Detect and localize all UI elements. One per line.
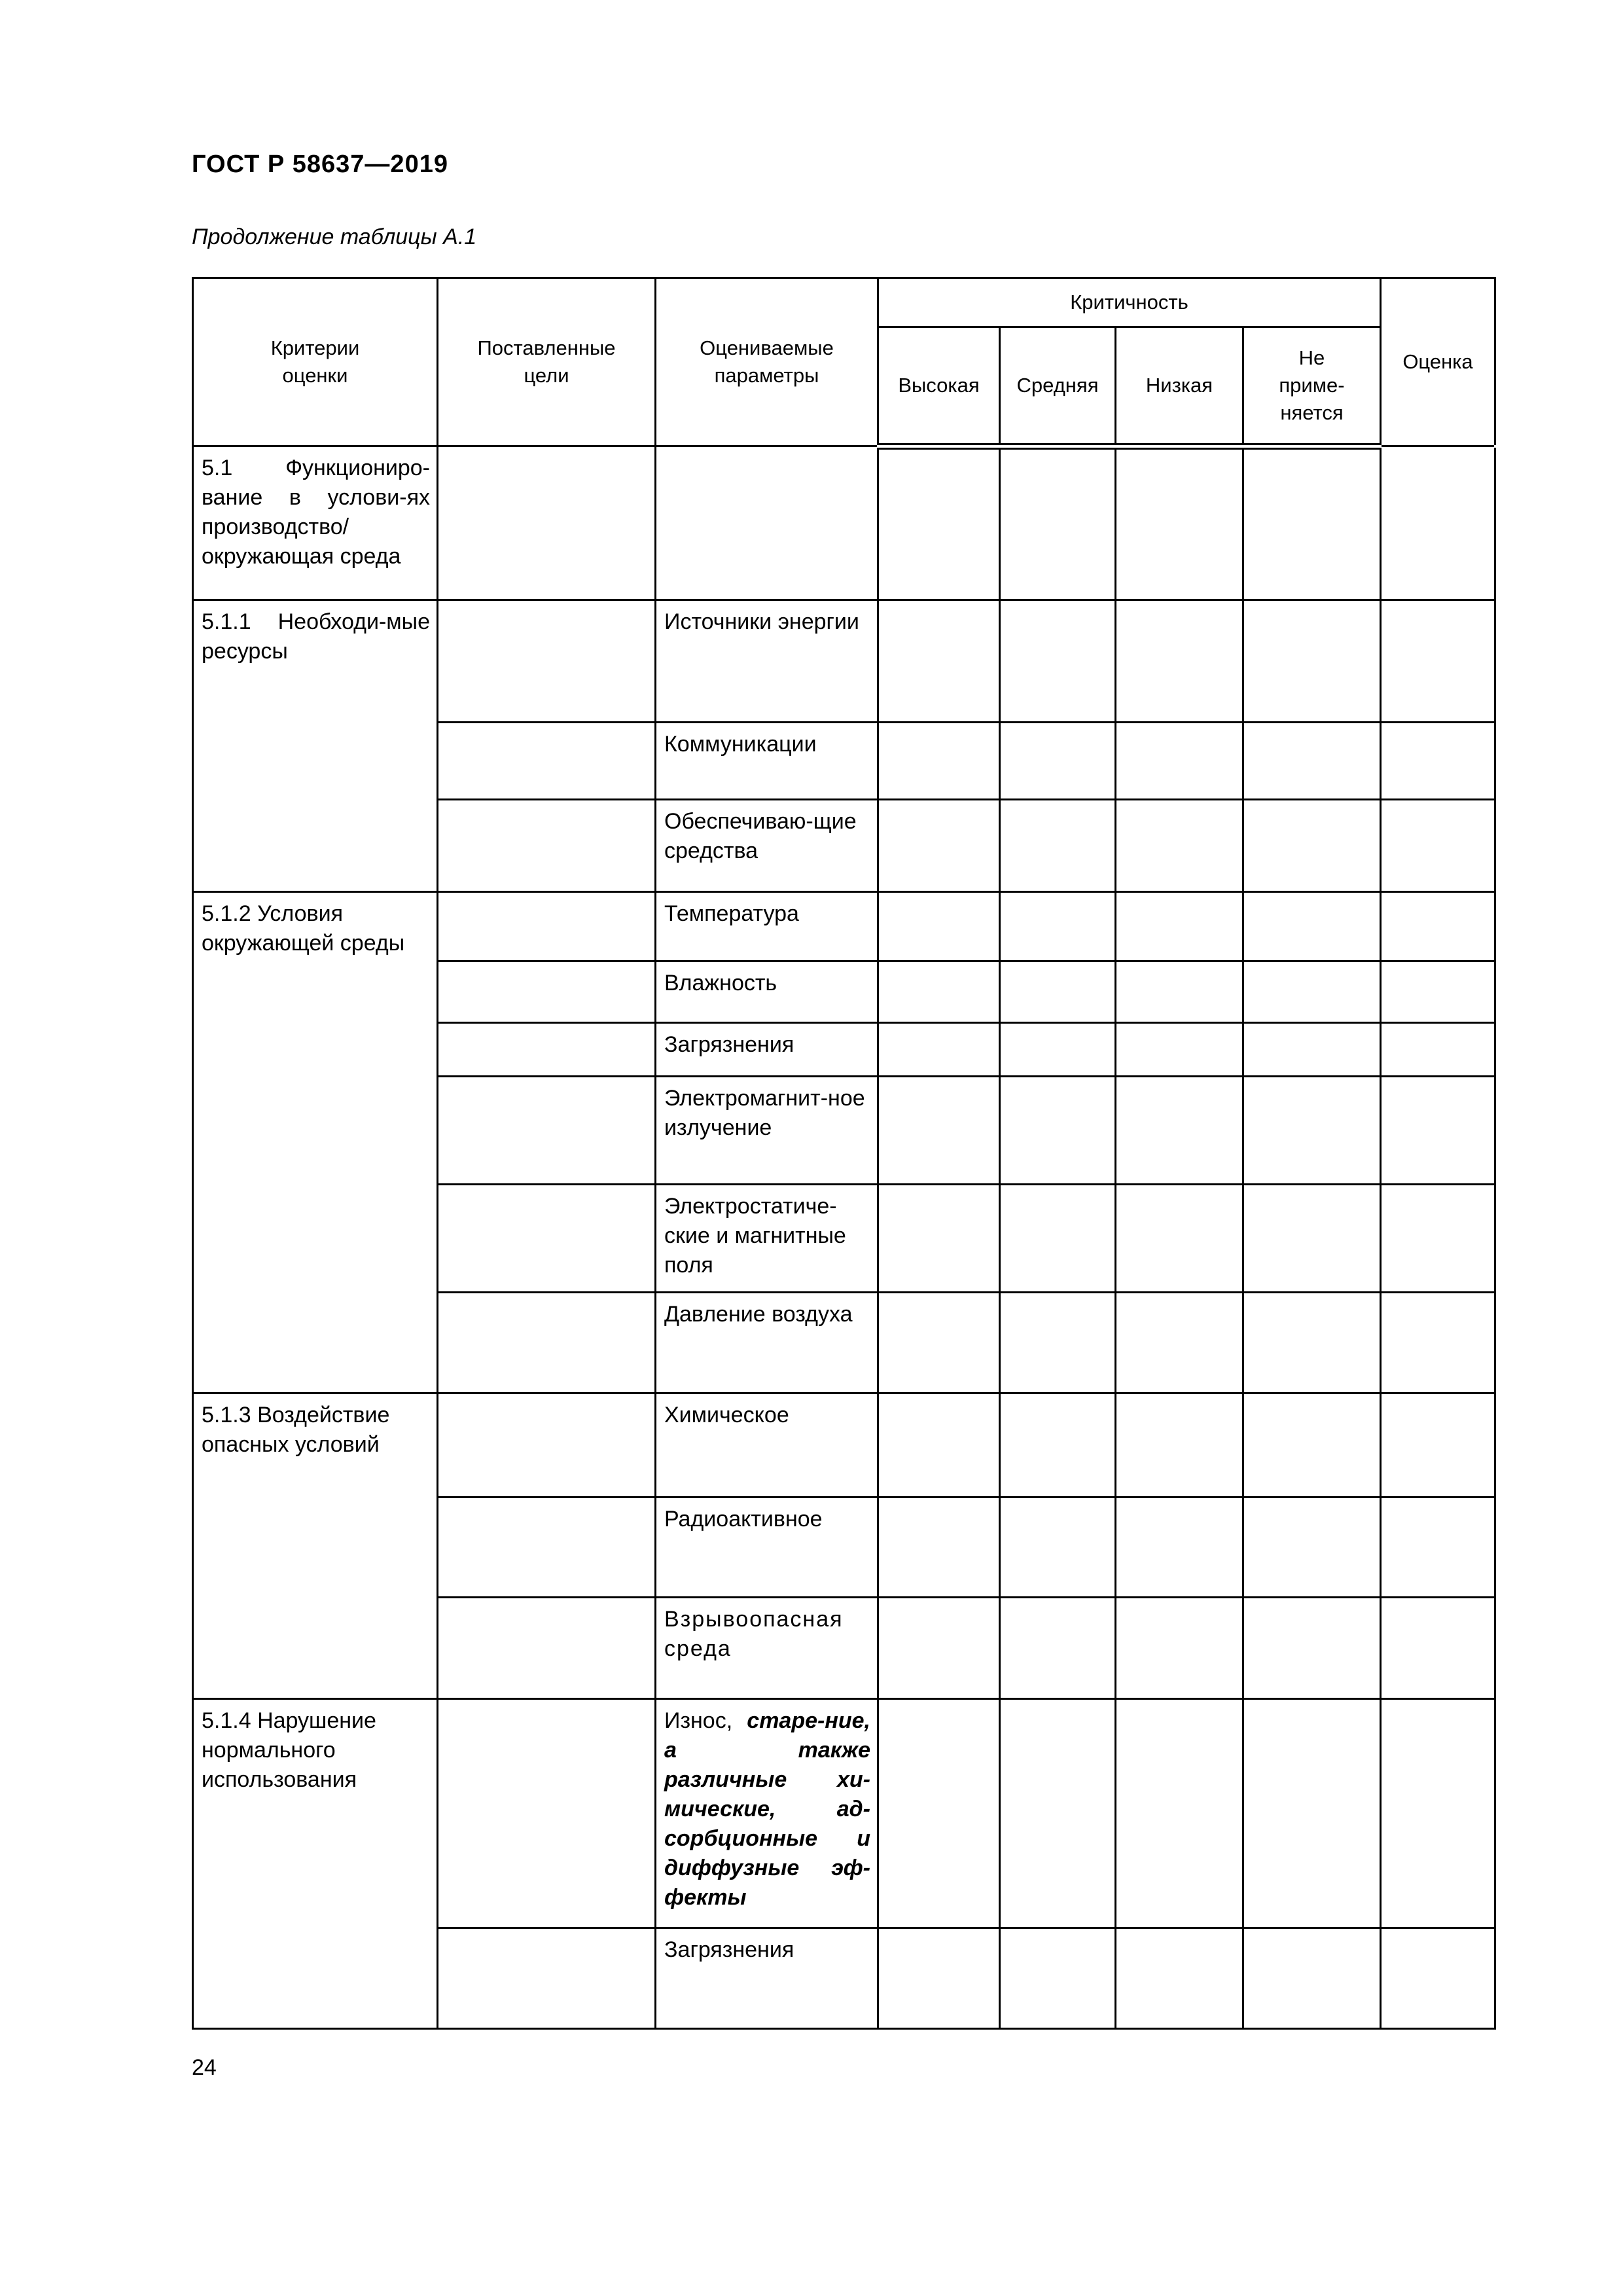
goal-cell xyxy=(438,1077,656,1185)
high-cell xyxy=(878,1185,1000,1293)
medium-cell xyxy=(1000,800,1116,892)
goal-cell xyxy=(438,600,656,723)
high-cell xyxy=(878,600,1000,723)
goal-cell xyxy=(438,1598,656,1699)
not-applicable-cell xyxy=(1243,892,1381,961)
goal-cell xyxy=(438,1498,656,1598)
criterion-cell: 5.1.4 Нарушение нормального использования xyxy=(193,1699,438,2029)
not-applicable-cell xyxy=(1243,1393,1381,1498)
header-criteria: Критерии оценки xyxy=(193,278,438,446)
document-code: ГОСТ Р 58637—2019 xyxy=(192,151,448,178)
not-applicable-cell xyxy=(1243,800,1381,892)
low-cell xyxy=(1116,1498,1243,1598)
high-cell xyxy=(878,1498,1000,1598)
parameter-cell: Химическое xyxy=(656,1393,878,1498)
not-applicable-cell xyxy=(1243,446,1381,600)
high-cell xyxy=(878,800,1000,892)
high-cell xyxy=(878,446,1000,600)
parameter-cell: Влажность xyxy=(656,961,878,1023)
low-cell xyxy=(1116,1185,1243,1293)
not-applicable-cell xyxy=(1243,1185,1381,1293)
table-row xyxy=(193,1393,1495,1498)
goal-cell xyxy=(438,800,656,892)
assessment-cell xyxy=(1381,1699,1495,1928)
goal-cell xyxy=(438,1928,656,2029)
parameter-cell: Коммуникации xyxy=(656,723,878,800)
header-parameters: Оцениваемые параметры xyxy=(656,278,878,446)
not-applicable-cell xyxy=(1243,600,1381,723)
medium-cell xyxy=(1000,1185,1116,1293)
criterion-cell: 5.1 Функциониро-вание в услови-ях производство/ окружающая среда xyxy=(193,446,438,600)
parameter-cell: Взрывоопасная среда xyxy=(656,1598,878,1699)
low-cell xyxy=(1116,723,1243,800)
criteria-table xyxy=(192,277,1496,2030)
parameter-cell: Электростатиче-ские и магнитные поля xyxy=(656,1185,878,1293)
criterion-cell: 5.1.2 Условия окружающей среды xyxy=(193,892,438,1393)
table-row xyxy=(193,600,1495,723)
medium-cell xyxy=(1000,1293,1116,1393)
parameter-cell: Температура xyxy=(656,892,878,961)
medium-cell xyxy=(1000,1077,1116,1185)
high-cell xyxy=(878,961,1000,1023)
header-criticality: Критичность xyxy=(878,278,1381,327)
parameter-cell xyxy=(656,1699,878,1928)
page-number: 24 xyxy=(192,2055,217,2080)
assessment-cell xyxy=(1381,1023,1495,1077)
not-applicable-cell xyxy=(1243,1023,1381,1077)
assessment-cell xyxy=(1381,1498,1495,1598)
low-cell xyxy=(1116,1598,1243,1699)
goal-cell xyxy=(438,1023,656,1077)
table-row xyxy=(193,1699,1495,1928)
header-assessment: Оценка xyxy=(1381,278,1495,446)
low-cell xyxy=(1116,892,1243,961)
parameter-cell: Электромагнит-ное излучение xyxy=(656,1077,878,1185)
high-cell xyxy=(878,1293,1000,1393)
medium-cell xyxy=(1000,1498,1116,1598)
header-high: Высокая xyxy=(878,327,1000,446)
assessment-cell xyxy=(1381,1393,1495,1498)
medium-cell xyxy=(1000,600,1116,723)
high-cell xyxy=(878,1598,1000,1699)
not-applicable-cell xyxy=(1243,1293,1381,1393)
goal-cell xyxy=(438,1185,656,1293)
low-cell xyxy=(1116,600,1243,723)
medium-cell xyxy=(1000,1023,1116,1077)
high-cell xyxy=(878,892,1000,961)
low-cell xyxy=(1116,1928,1243,2029)
assessment-cell xyxy=(1381,600,1495,723)
not-applicable-cell xyxy=(1243,723,1381,800)
medium-cell xyxy=(1000,1928,1116,2029)
assessment-cell xyxy=(1381,723,1495,800)
wear-parameter-text: Износ, старе-ние, а также различные хи-мические, ад-сорбционные и диффузные эф-фекты xyxy=(664,1708,870,1910)
medium-cell xyxy=(1000,1699,1116,1928)
low-cell xyxy=(1116,446,1243,600)
parameter-cell: Обеспечиваю-щие средства xyxy=(656,800,878,892)
assessment-cell xyxy=(1381,1598,1495,1699)
not-applicable-cell xyxy=(1243,1498,1381,1598)
not-applicable-cell xyxy=(1243,1077,1381,1185)
parameter-cell: Давление воздуха xyxy=(656,1293,878,1393)
low-cell xyxy=(1116,1699,1243,1928)
low-cell xyxy=(1116,961,1243,1023)
goal-cell xyxy=(438,446,656,600)
header-goals: Поставленные цели xyxy=(438,278,656,446)
not-applicable-cell xyxy=(1243,961,1381,1023)
low-cell xyxy=(1116,1393,1243,1498)
parameter-cell xyxy=(656,446,878,600)
medium-cell xyxy=(1000,446,1116,600)
assessment-cell xyxy=(1381,1185,1495,1293)
low-cell xyxy=(1116,1023,1243,1077)
high-cell xyxy=(878,1393,1000,1498)
high-cell xyxy=(878,1699,1000,1928)
medium-cell xyxy=(1000,723,1116,800)
header-not-applicable: Не приме-няется xyxy=(1243,327,1381,446)
high-cell xyxy=(878,1023,1000,1077)
goal-cell xyxy=(438,892,656,961)
assessment-cell xyxy=(1381,800,1495,892)
medium-cell xyxy=(1000,892,1116,961)
assessment-cell xyxy=(1381,446,1495,600)
goal-cell xyxy=(438,961,656,1023)
table-row xyxy=(193,892,1495,961)
goal-cell xyxy=(438,1393,656,1498)
high-cell xyxy=(878,1928,1000,2029)
assessment-cell xyxy=(1381,892,1495,961)
goal-cell xyxy=(438,1293,656,1393)
criterion-cell: 5.1.1 Необходи-мые ресурсы xyxy=(193,600,438,892)
medium-cell xyxy=(1000,1598,1116,1699)
assessment-cell xyxy=(1381,961,1495,1023)
parameter-cell: Источники энергии xyxy=(656,600,878,723)
parameter-cell: Радиоактивное xyxy=(656,1498,878,1598)
goal-cell xyxy=(438,1699,656,1928)
low-cell xyxy=(1116,1077,1243,1185)
medium-cell xyxy=(1000,1393,1116,1498)
low-cell xyxy=(1116,800,1243,892)
not-applicable-cell xyxy=(1243,1928,1381,2029)
parameter-cell: Загрязнения xyxy=(656,1928,878,2029)
criterion-cell: 5.1.3 Воздействие опасных условий xyxy=(193,1393,438,1699)
not-applicable-cell xyxy=(1243,1598,1381,1699)
medium-cell xyxy=(1000,961,1116,1023)
assessment-cell xyxy=(1381,1928,1495,2029)
goal-cell xyxy=(438,723,656,800)
header-low: Низкая xyxy=(1116,327,1243,446)
high-cell xyxy=(878,723,1000,800)
header-medium: Средняя xyxy=(1000,327,1116,446)
assessment-cell xyxy=(1381,1077,1495,1185)
not-applicable-cell xyxy=(1243,1699,1381,1928)
parameter-cell: Загрязнения xyxy=(656,1023,878,1077)
low-cell xyxy=(1116,1293,1243,1393)
high-cell xyxy=(878,1077,1000,1185)
assessment-cell xyxy=(1381,1293,1495,1393)
table-row xyxy=(193,446,1495,600)
table-caption: Продолжение таблицы А.1 xyxy=(192,224,477,249)
